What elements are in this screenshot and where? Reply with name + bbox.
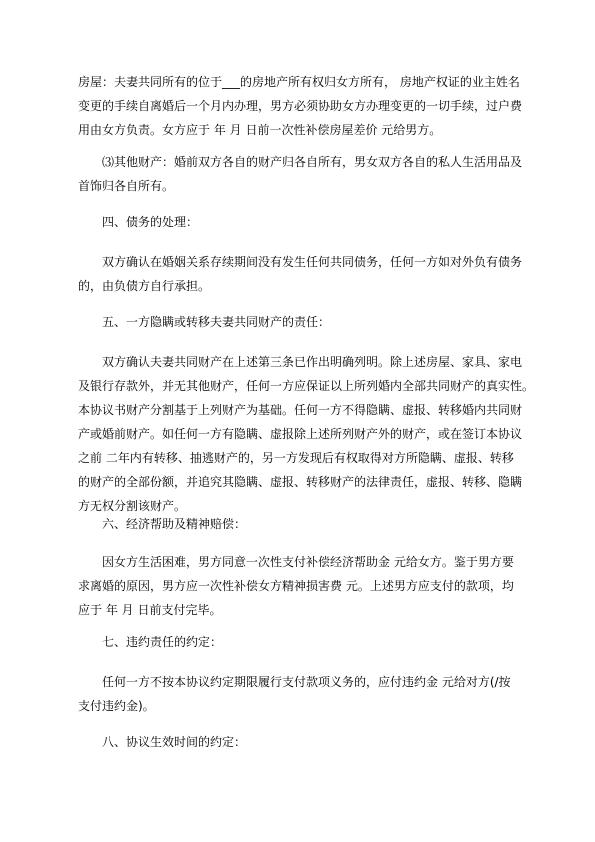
- paragraph-compensation: [78, 550, 562, 622]
- text-line: 因女方生活困难，男方同意一次性支付补偿经济帮助金 元给女方。鉴于男方要: [102, 555, 514, 569]
- text-line: 求离婚的原因，男方应一次性补偿女方精神损害费 元。上述男方应支付的款项，均: [78, 579, 514, 593]
- paragraph-breach: [78, 670, 562, 718]
- section-heading-conceal: [78, 310, 562, 334]
- text-line: 产或婚前财产。如任何一方有隐瞒、虚报除上述所列财产外的财产，或在签订本协议: [78, 427, 523, 441]
- text-line: 之前 二年内有转移、抽逃财产的，另一方发现后有权取得对方所隐瞒、虚报、转移: [78, 451, 514, 465]
- paragraph-debt: [78, 250, 562, 298]
- section-heading-compensation: [78, 512, 562, 536]
- paragraph-other-property: [78, 150, 562, 198]
- section-heading-effective: [78, 730, 562, 754]
- text-line: ⑶其他财产：婚前双方各自的财产归各自所有，男女双方各自的私人生活用品及: [102, 155, 523, 169]
- text-line: 双方确认夫妻共同财产在上述第三条已作出明确列明。除上述房屋、家具、家电: [102, 355, 523, 369]
- text-line: 的财产的全部份额，并追究其隐瞒、虚报、转移财产的法律责任，虚报、转移、隐瞒: [78, 475, 523, 489]
- text-line: 首饰归各自所有。: [78, 179, 175, 193]
- text-line: 应于 年 月 日前支付完毕。: [78, 603, 222, 617]
- text-line: 支付违约金)。: [78, 699, 155, 713]
- section-heading: 八、协议生效时间的约定：: [102, 735, 247, 749]
- text-line: 本协议书财产分割基于上列财产为基础。任何一方不得隐瞒、虚报、转移婚内共同财: [78, 403, 523, 417]
- text-line: 任何一方不按本协议约定期限履行支付款项义务的，应付违约金 元给对方(/按: [102, 675, 511, 689]
- paragraph-house: [78, 70, 538, 142]
- paragraph-conceal: [78, 350, 562, 518]
- text-line: 方无权分割该财产。: [78, 499, 187, 513]
- text-line: 用由女方负责。女方应于 年 月 日前一次性补偿房屋差价 元给男方。: [78, 123, 442, 137]
- section-heading-breach: [78, 630, 562, 654]
- text-line: 房屋：夫妻共同所有的位于___的房地产所有权归女方所有， 房地产权证的业主姓名: [78, 75, 520, 89]
- section-heading-debt: [78, 210, 562, 234]
- text-line: 的，由负债方自行承担。: [78, 279, 211, 293]
- section-heading: 五、一方隐瞒或转移夫妻共同财产的责任：: [102, 315, 331, 329]
- section-heading: 六、经济帮助及精神赔偿：: [102, 517, 247, 531]
- section-heading: 四、债务的处理：: [102, 215, 199, 229]
- text-line: 变更的手续自离婚后一个月内办理，男方必须协助女方办理变更的一切手续，过户费: [78, 99, 523, 113]
- text-line: 双方确认在婚姻关系存续期间没有发生任何共同债务，任何一方如对外负有债务: [102, 255, 523, 269]
- section-heading: 七、违约责任的约定：: [102, 635, 223, 649]
- text-line: 及银行存款外，并无其他财产，任何一方应保证以上所列婚内全部共同财产的真实性。: [78, 379, 535, 393]
